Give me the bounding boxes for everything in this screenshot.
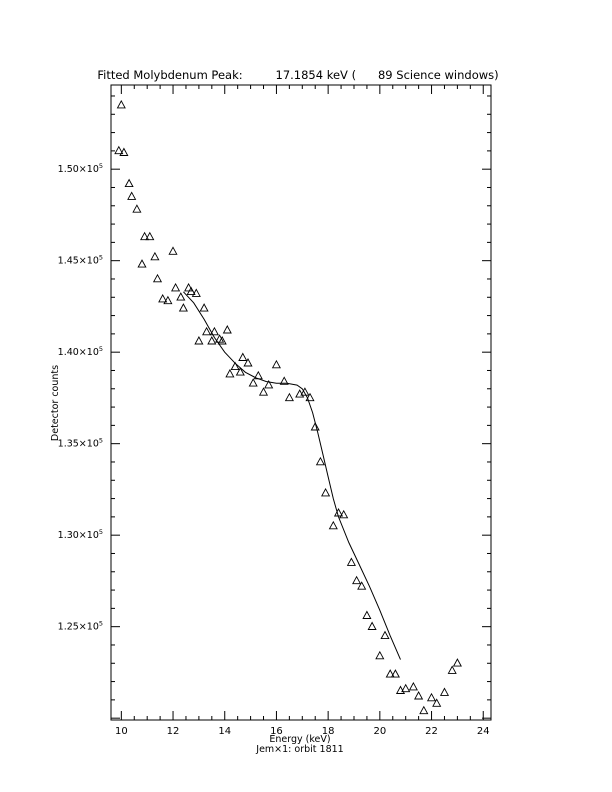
fit-curve bbox=[183, 292, 400, 660]
y-tick-label: $1.35\times 10^5$ bbox=[57, 436, 103, 450]
x-tick-label: 24 bbox=[476, 726, 490, 737]
data-point-triangle bbox=[128, 192, 136, 199]
data-point-triangle bbox=[428, 694, 436, 701]
data-point-triangle bbox=[454, 659, 462, 666]
data-point-triangle bbox=[200, 304, 208, 311]
data-point-triangle bbox=[172, 284, 180, 291]
data-point-triangle bbox=[317, 458, 325, 465]
x-tick-label: 22 bbox=[425, 726, 438, 737]
data-point-triangle bbox=[348, 558, 356, 565]
data-point-triangle bbox=[180, 304, 188, 311]
data-point-triangle bbox=[363, 612, 371, 619]
y-tick-label: $1.45\times 10^5$ bbox=[57, 253, 103, 267]
data-point-triangle bbox=[415, 692, 423, 699]
data-point-triangle bbox=[138, 260, 146, 267]
data-point-triangle bbox=[410, 683, 418, 690]
x-tick-label: 10 bbox=[114, 726, 128, 737]
y-axis-label: Detector counts bbox=[50, 364, 61, 442]
data-point-triangle bbox=[169, 247, 177, 254]
data-point-triangle bbox=[368, 623, 376, 630]
data-point-triangle bbox=[151, 253, 159, 260]
y-tick-label: $1.30\times 10^5$ bbox=[57, 528, 103, 542]
data-point-triangle bbox=[260, 388, 268, 395]
data-marks bbox=[115, 101, 461, 714]
data-point-triangle bbox=[376, 652, 384, 659]
data-point-triangle bbox=[226, 370, 234, 377]
data-point-triangle bbox=[353, 577, 361, 584]
y-tick-label: $1.50\times 10^5$ bbox=[57, 162, 103, 176]
data-point-triangle bbox=[448, 666, 456, 673]
data-point-triangle bbox=[249, 379, 257, 386]
data-point-triangle bbox=[239, 354, 247, 361]
data-point-triangle bbox=[441, 688, 449, 695]
plot-frame bbox=[111, 85, 491, 720]
x-tick-label: 18 bbox=[321, 726, 335, 737]
data-point-triangle bbox=[330, 522, 338, 529]
data-point-triangle bbox=[381, 632, 389, 639]
data-point-triangle bbox=[322, 489, 330, 496]
data-point-triangle bbox=[177, 293, 185, 300]
x-tick-label: 20 bbox=[373, 726, 387, 737]
x-tick-label: 14 bbox=[218, 726, 232, 737]
y-axis-ticks bbox=[58, 96, 491, 718]
data-point-triangle bbox=[195, 337, 203, 344]
data-point-triangle bbox=[386, 670, 394, 677]
data-point-triangle bbox=[141, 233, 149, 240]
data-point-triangle bbox=[118, 101, 126, 108]
data-point-triangle bbox=[273, 361, 281, 368]
x-axis-ticks bbox=[115, 85, 490, 737]
data-point-triangle bbox=[420, 707, 428, 714]
y-tick-label: $1.40\times 10^5$ bbox=[57, 345, 103, 359]
y-tick-label: $1.25\times 10^5$ bbox=[57, 619, 103, 633]
x-tick-label: 16 bbox=[270, 726, 283, 737]
x-tick-label: 12 bbox=[166, 726, 180, 737]
x-axis-label: Energy (keV) bbox=[269, 734, 331, 745]
data-point-triangle bbox=[286, 394, 294, 401]
data-point-triangle bbox=[133, 205, 141, 212]
data-point-triangle bbox=[146, 233, 154, 240]
data-point-triangle bbox=[125, 180, 133, 187]
data-point-triangle bbox=[154, 275, 162, 282]
footer-label: Jem×1: orbit 1811 bbox=[256, 744, 344, 755]
data-point-triangle bbox=[224, 326, 232, 333]
chart-title: Fitted Molybdenum Peak: 17.1854 keV ( 89 Science windows) bbox=[97, 68, 499, 82]
data-point-triangle bbox=[392, 670, 400, 677]
